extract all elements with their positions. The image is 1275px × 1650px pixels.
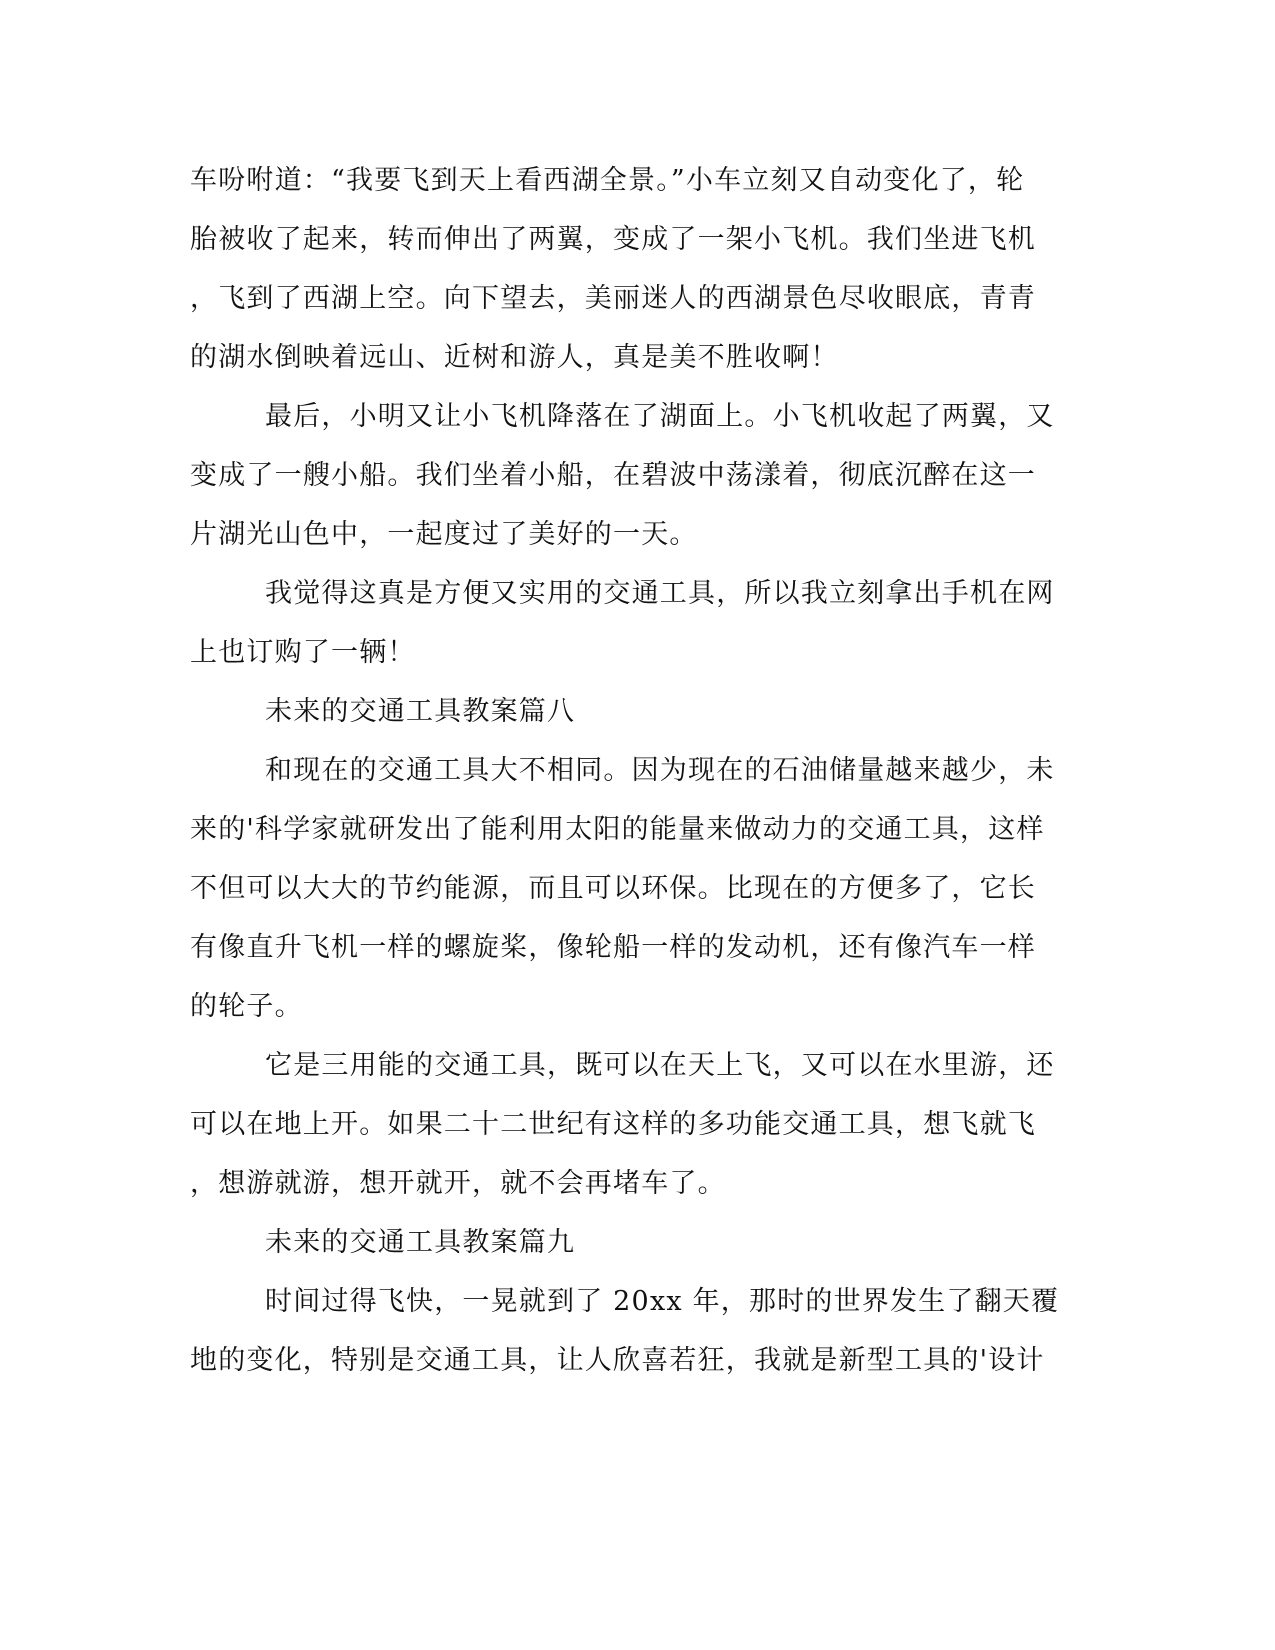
text-line: 不但可以大大的节约能源，而且可以环保。比现在的方便多了，它长 [190, 873, 1036, 904]
text-line: 的轮子。 [190, 991, 303, 1022]
text-line: 胎被收了起来，转而伸出了两翼，变成了一架小飞机。我们坐进飞机 [190, 224, 1036, 255]
text-line: 的湖水倒映着远山、近树和游人，真是美不胜收啊！ [190, 342, 839, 373]
text-line: 它是三用能的交通工具，既可以在天上飞，又可以在水里游，还 [265, 1050, 1055, 1081]
text-line: 最后，小明又让小飞机降落在了湖面上。小飞机收起了两翼，又 [265, 401, 1055, 432]
text-line: 车吩咐道：“我要飞到天上看西湖全景。”小车立刻又自动变化了，轮 [190, 165, 1025, 196]
text-line: 地的变化，特别是交通工具，让人欣喜若狂，我就是新型工具的'设计 [190, 1345, 1045, 1376]
text-line: 可以在地上开。如果二十二世纪有这样的多功能交通工具，想飞就飞 [190, 1109, 1036, 1140]
text-line: 上也订购了一辆！ [190, 637, 416, 668]
section-heading: 未来的交通工具教案篇九 [265, 1227, 576, 1258]
text-line: ，飞到了西湖上空。向下望去，美丽迷人的西湖景色尽收眼底，青青 [190, 283, 1036, 314]
section-heading: 未来的交通工具教案篇八 [265, 696, 576, 727]
text-line: 来的'科学家就研发出了能利用太阳的能量来做动力的交通工具，这样 [190, 814, 1045, 845]
text-line: 时间过得飞快，一晃就到了 20xx 年，那时的世界发生了翻天覆 [265, 1286, 1060, 1317]
text-line: 有像直升飞机一样的螺旋桨，像轮船一样的发动机，还有像汽车一样 [190, 932, 1036, 963]
text-line: 变成了一艘小船。我们坐着小船，在碧波中荡漾着，彻底沉醉在这一 [190, 460, 1036, 491]
text-line: ，想游就游，想开就开，就不会再堵车了。 [190, 1168, 726, 1199]
text-line: 片湖光山色中，一起度过了美好的一天。 [190, 519, 698, 550]
text-line: 我觉得这真是方便又实用的交通工具，所以我立刻拿出手机在网 [265, 578, 1055, 609]
text-line: 和现在的交通工具大不相同。因为现在的石油储量越来越少，未 [265, 755, 1055, 786]
